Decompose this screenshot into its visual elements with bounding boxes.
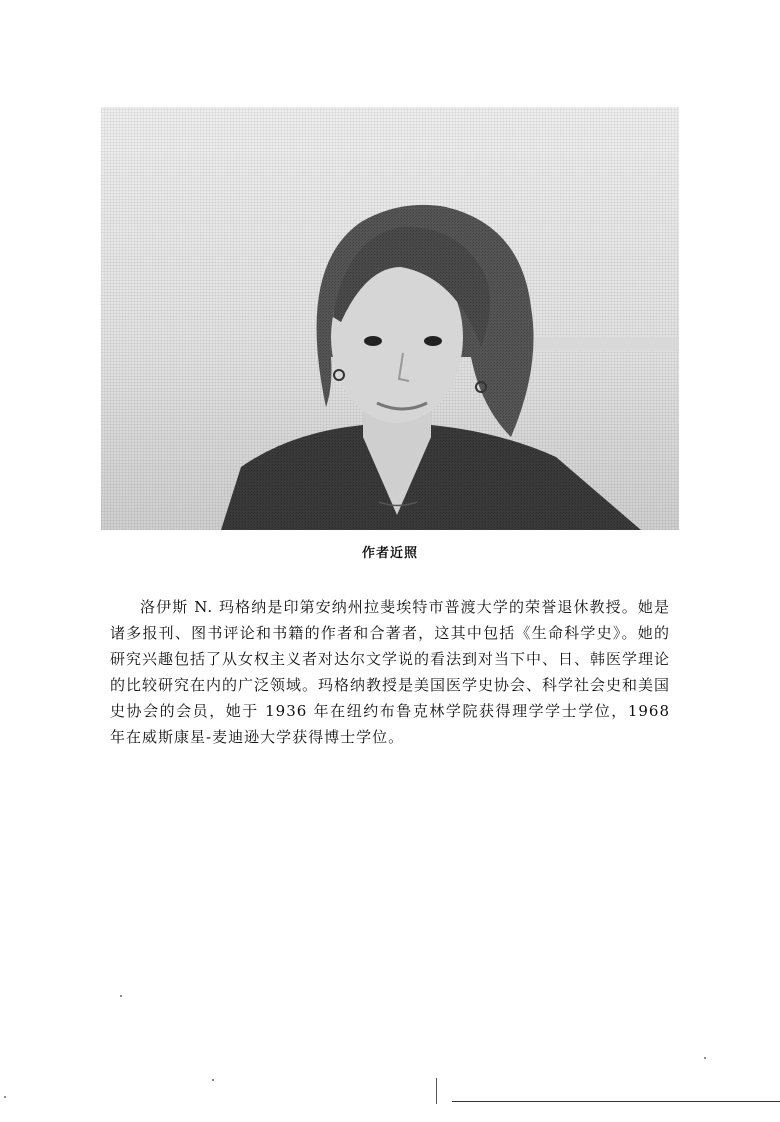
scan-speck [4, 1096, 6, 1098]
author-portrait [101, 107, 679, 530]
photo-caption: 作者近照 [361, 546, 418, 561]
scan-speck [212, 1079, 214, 1081]
footer-rule [452, 1101, 780, 1102]
bio-paragraph: 洛伊斯 N. 玛格纳是印第安纳州拉斐埃特市普渡大学的荣誉退休教授。她是诸多报刊、图书评论和书籍的作者和合著者，这其中包括《生命科学史》。她的研究兴趣包括了从女权主义者对达尔文学说的看法到对当下中、日、韩医学理论的比较研究在内的广泛领域。玛格纳教授是美国医学史协会、科学社会史和美国史协会的会员，她于 1936 年在纽约布鲁克林学院获得理学学士学位，1968 年在威斯康星-麦迪逊大学获得博士学位。 [110, 598, 671, 746]
author-photo [101, 107, 679, 530]
author-bio [110, 594, 670, 750]
scan-speck [120, 995, 122, 997]
scan-speck [704, 1057, 706, 1059]
page-divider-mark [436, 1078, 437, 1104]
